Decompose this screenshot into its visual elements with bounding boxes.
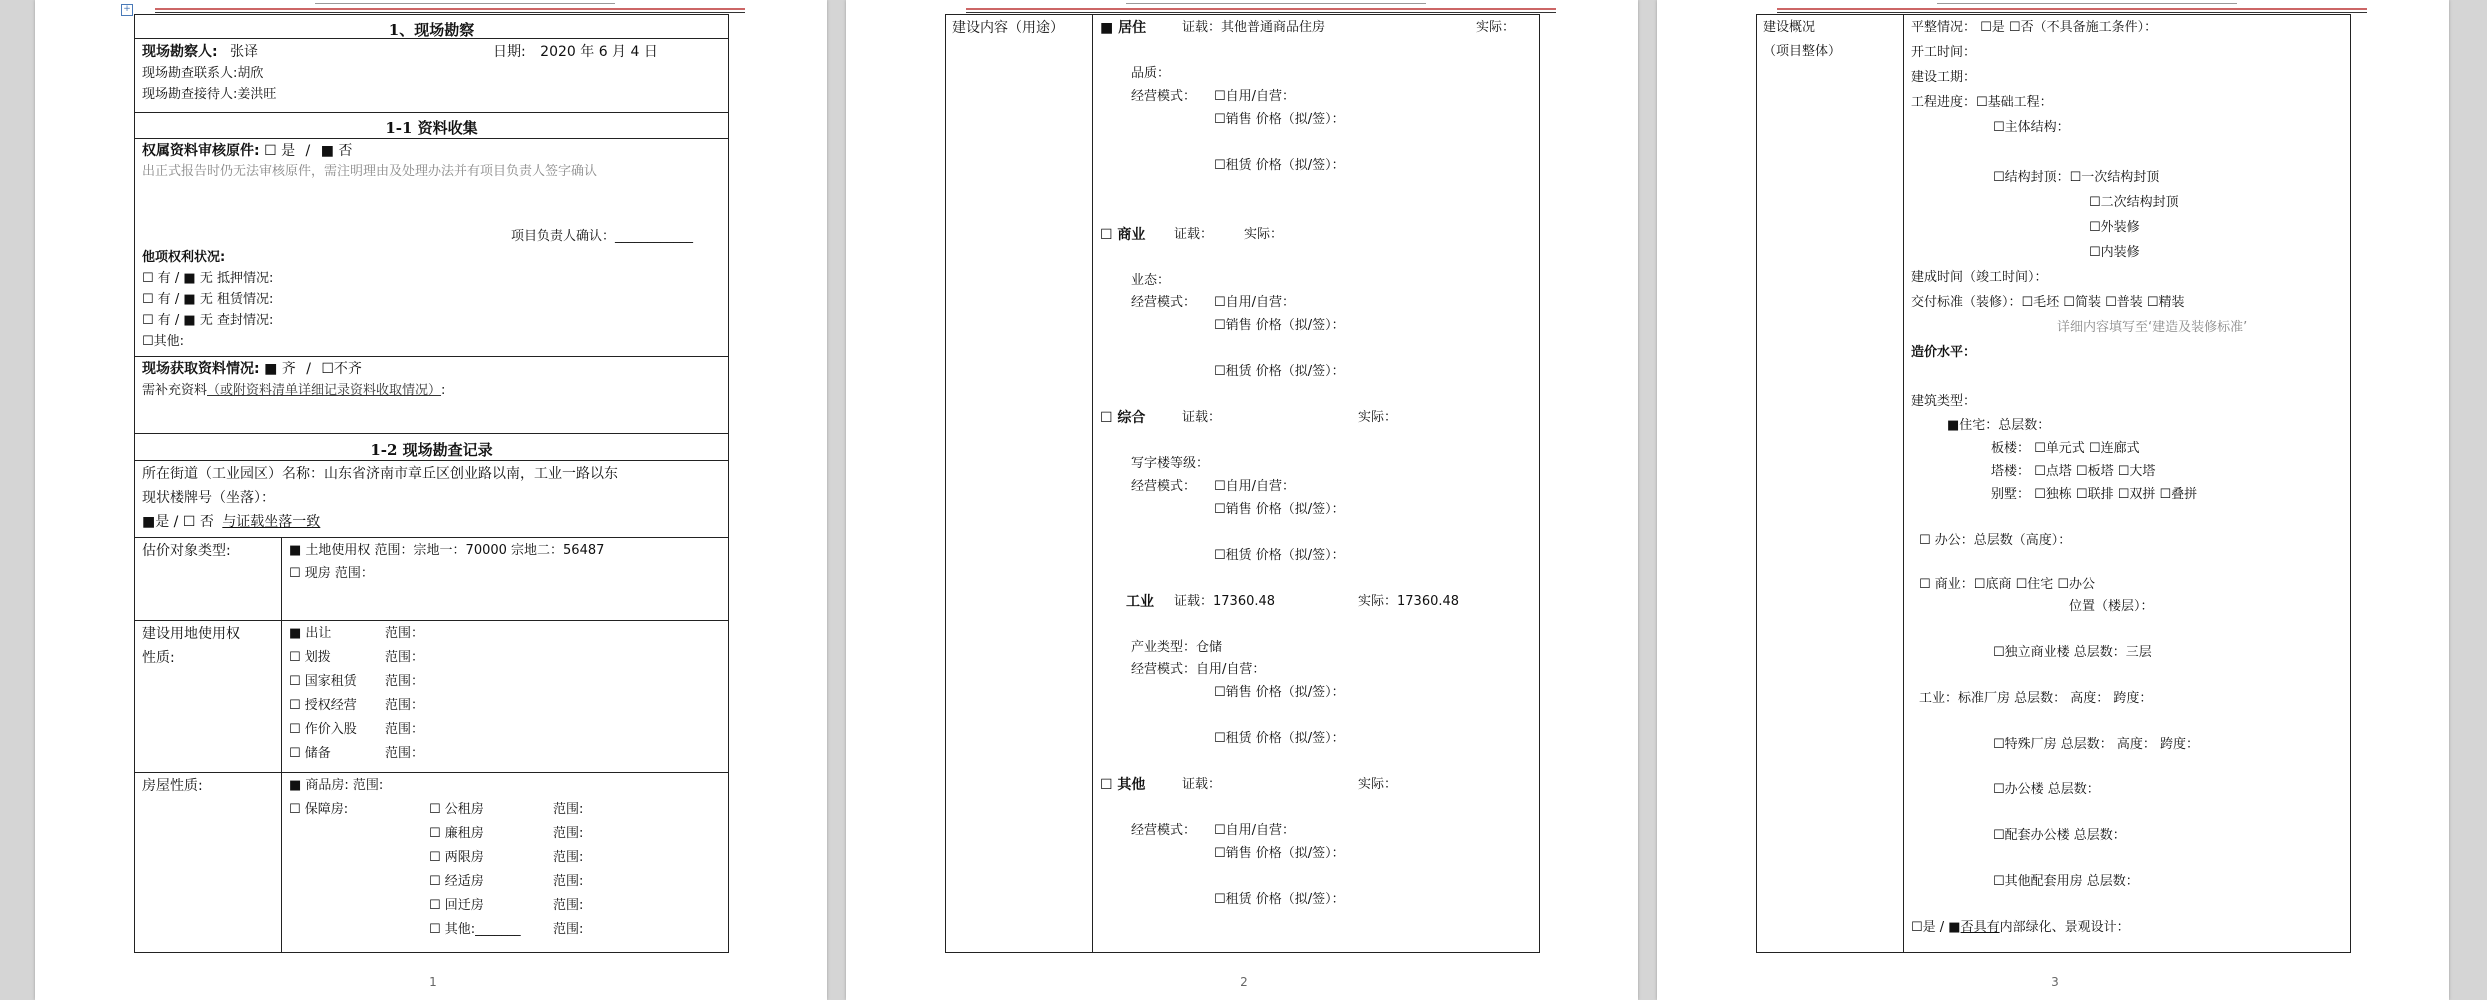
landuse-option[interactable]: ☐ 作价入股 — [289, 722, 357, 737]
vt-land-option[interactable]: ■ 土地使用权 范围：宗地一：70000 宗地二：56487 — [289, 543, 605, 558]
hn-subtype-option[interactable]: ☐ 两限房 — [429, 850, 484, 865]
building-type-label: 建筑类型： — [1911, 394, 1977, 409]
other-actual: 实际： — [1358, 777, 1398, 792]
landuse-range-label: 范围： — [385, 650, 425, 665]
industry-cert: 证载：17360.48 — [1174, 594, 1276, 609]
ind-sale[interactable]: ☐销售 价格（拟/签）： — [1214, 685, 1345, 700]
landuse-range-label: 范围： — [385, 698, 425, 713]
other-option[interactable]: ☐ 其他 — [1100, 777, 1146, 793]
landuse-label-2: 性质: — [142, 650, 175, 666]
landuse-option[interactable]: ☐ 国家租赁 — [289, 674, 357, 689]
hn-subtype-option[interactable]: ☐ 经适房 — [429, 874, 484, 889]
page-number: 3 — [2051, 975, 2059, 989]
landuse-range-label: 范围： — [385, 746, 425, 761]
mix-sale[interactable]: ☐销售 价格（拟/签）： — [1214, 502, 1345, 517]
progress-sub-option[interactable]: ☐二次结构封顶 — [2089, 195, 2179, 210]
hn-commercial-option[interactable]: ■ 商品房: 范围: — [289, 778, 384, 793]
rights-separator: / — [305, 143, 311, 159]
supplement-colon: : — [441, 383, 446, 398]
rights-yes-checkbox[interactable]: ☐ 是 — [264, 143, 296, 159]
landuse-range-label: 范围： — [385, 626, 425, 641]
hn-subtype-option[interactable]: ☐ 廉租房 — [429, 826, 484, 841]
office-floors[interactable]: ☐ 办公：总层数（高度）： — [1919, 533, 2072, 548]
progress-main[interactable]: ☐主体结构： — [1993, 120, 2070, 135]
other-cert: 证载： — [1182, 777, 1222, 792]
mixed-cert: 证载： — [1182, 410, 1222, 425]
receiver-label: 现场勘查接待人: — [142, 87, 238, 102]
section-title-data-collection: 1-1 资料收集 — [385, 119, 478, 137]
document-page-1 — [35, 0, 827, 1000]
mixed-actual: 实际： — [1358, 410, 1398, 425]
date-label: 日期: — [493, 44, 526, 60]
overview-label-sub: （项目整体） — [1763, 44, 1842, 59]
mixed-option[interactable]: ☐ 综合 — [1100, 410, 1146, 426]
street-line: 所在街道（工业园区）名称：山东省济南市章丘区创业路以南，工业一路以东 — [142, 466, 618, 482]
cost-level-label: 造价水平： — [1911, 345, 1977, 360]
landuse-label: 建设用地使用权 — [142, 626, 240, 642]
slab-options[interactable]: 板楼： ☐单元式 ☐连廊式 — [1991, 441, 2140, 456]
ind-rent[interactable]: ☐租赁 价格（拟/签）： — [1214, 731, 1345, 746]
receiver-name: 姜洪旺 — [237, 87, 277, 102]
res-mode-label: 经营模式： — [1131, 89, 1197, 104]
oth-self-use[interactable]: ☐自用/自营： — [1214, 823, 1296, 838]
page-header — [966, 0, 1556, 14]
industry-mode: 经营模式：自用/自营： — [1131, 662, 1266, 677]
landuse-range-label: 范围： — [385, 722, 425, 737]
leveling-line[interactable]: 平整情况： ☐是 ☐否（不具备施工条件）： — [1911, 20, 2158, 35]
table-move-handle-icon[interactable]: + — [121, 4, 133, 16]
residential-actual: 实际： — [1476, 20, 1516, 35]
rights-docs-label: 权属资料审核原件: — [142, 143, 260, 159]
com-mode-label: 经营模式： — [1131, 295, 1197, 310]
other-option[interactable]: ☐其他: — [142, 334, 185, 349]
consistent-checkbox[interactable]: ■是 / ☐ 否 — [142, 514, 214, 530]
com-sale[interactable]: ☐销售 价格（拟/签）： — [1214, 318, 1345, 333]
vt-house-option[interactable]: ☐ 现房 范围： — [289, 566, 374, 581]
rights-no-checkbox[interactable]: ■ 否 — [320, 143, 353, 159]
hn-subtype-option[interactable]: ☐ 其他:_______ — [429, 922, 521, 937]
contact-label: 现场勘查联系人: — [142, 66, 238, 81]
build-period: 建设工期： — [1911, 70, 1977, 85]
seal-option[interactable]: ☐ 有 / ■ 无 查封情况: — [142, 313, 274, 328]
landscape-link: 否具有 — [1960, 920, 2000, 935]
hn-range-label: 范围: — [553, 874, 584, 889]
lease-option[interactable]: ☐ 有 / ■ 无 租赁情况: — [142, 292, 274, 307]
delivery-standard[interactable]: 交付标准（装修）：☐毛坯 ☐简装 ☐普装 ☐精装 — [1911, 295, 2185, 310]
other-rights-label: 他项权利状况: — [142, 250, 226, 265]
hn-range-label: 范围: — [553, 802, 584, 817]
section-title-site-survey: 1、现场勘察 — [388, 21, 475, 39]
onsite-separator: / — [306, 361, 311, 377]
landuse-option[interactable]: ☐ 授权经营 — [289, 698, 357, 713]
progress-sub-option[interactable]: ☐内装修 — [2089, 245, 2140, 260]
page-header — [1777, 0, 2367, 14]
mix-mode-label: 经营模式： — [1131, 479, 1197, 494]
contact-name: 胡欣 — [237, 66, 264, 81]
start-time: 开工时间： — [1911, 45, 1977, 60]
landuse-option[interactable]: ■ 出让 — [289, 626, 332, 641]
residential-floors[interactable]: ■住宅：总层数： — [1947, 418, 2051, 433]
progress-line[interactable]: 工程进度：☐基础工程： — [1911, 95, 2053, 110]
office-grade-label: 写字楼等级： — [1131, 456, 1210, 471]
residential-option[interactable]: ■ 居住 — [1100, 20, 1147, 36]
special-plant[interactable]: ☐特殊厂房 总层数： 高度： 跨度： — [1993, 737, 2200, 752]
document-page-3 — [1657, 0, 2449, 1000]
hn-range-label: 范围: — [553, 850, 584, 865]
surveyor-name: 张译 — [230, 44, 259, 60]
mix-self-use[interactable]: ☐自用/自营： — [1214, 479, 1296, 494]
overview-label: 建设概况 — [1763, 20, 1816, 35]
oth-mode-label: 经营模式： — [1131, 823, 1197, 838]
quality-label: 品质： — [1131, 66, 1171, 81]
hn-subtype-option[interactable]: ☐ 回迁房 — [429, 898, 484, 913]
valuation-type-label: 估价对象类型: — [142, 543, 231, 559]
rights-note: 出正式报告时仍无法审核原件，需注明理由及处理办法并有项目负责人签字确认 — [142, 164, 598, 179]
hn-subtype-option[interactable]: ☐ 公租房 — [429, 802, 484, 817]
res-sale[interactable]: ☐销售 价格（拟/签）： — [1214, 112, 1345, 127]
page-number: 1 — [429, 975, 437, 989]
page-header — [155, 0, 745, 14]
com-rent[interactable]: ☐租赁 价格（拟/签）： — [1214, 364, 1345, 379]
hn-range-label: 范围: — [553, 922, 584, 937]
other-support[interactable]: ☐其他配套用房 总层数： — [1993, 874, 2139, 889]
delivery-note: 详细内容填写至‘建造及装修标准’ — [2057, 320, 2248, 335]
oth-rent[interactable]: ☐租赁 价格（拟/签）： — [1214, 892, 1345, 907]
onsite-docs-label: 现场获取资料情况: — [142, 361, 260, 377]
section-title-survey-record: 1-2 现场勘查记录 — [370, 441, 493, 459]
completion-time: 建成时间（竣工时间）： — [1911, 270, 2048, 285]
commercial-actual: 实际： — [1244, 227, 1284, 242]
office-building[interactable]: ☐办公楼 总层数： — [1993, 782, 2100, 797]
progress-sub-option[interactable]: ☐外装修 — [2089, 220, 2140, 235]
landscape-checkbox[interactable]: ☐是 / ■ — [1911, 920, 1961, 935]
usage-label: 建设内容（用途） — [952, 20, 1064, 36]
tower-options[interactable]: 塔楼： ☐点塔 ☐板塔 ☐大塔 — [1991, 464, 2156, 479]
landuse-option[interactable]: ☐ 储备 — [289, 746, 331, 761]
res-self-use[interactable]: ☐自用/自营： — [1214, 89, 1296, 104]
supplement-label: 需补充资料 — [142, 383, 208, 398]
mix-rent[interactable]: ☐租赁 价格（拟/签）： — [1214, 548, 1345, 563]
landuse-option[interactable]: ☐ 划拨 — [289, 650, 331, 665]
support-office[interactable]: ☐配套办公楼 总层数： — [1993, 828, 2126, 843]
industry-option[interactable]: 工业 — [1126, 594, 1154, 610]
com-self-use[interactable]: ☐自用/自营： — [1214, 295, 1296, 310]
onsite-incomplete-checkbox[interactable]: ☐不齐 — [321, 361, 362, 377]
industry-actual: 实际：17360.48 — [1358, 594, 1460, 609]
oth-sale[interactable]: ☐销售 价格（拟/签）： — [1214, 846, 1345, 861]
independent-commercial[interactable]: ☐独立商业楼 总层数：三层 — [1993, 645, 2152, 660]
surveyor-label: 现场勘察人: — [142, 44, 218, 60]
page-number: 2 — [1240, 975, 1248, 989]
hn-affordable-option[interactable]: ☐ 保障房: — [289, 802, 349, 817]
pm-confirm[interactable]: 项目负责人确认：____________ — [511, 229, 694, 244]
progress-cap[interactable]: ☐结构封顶：☐一次结构封顶 — [1993, 170, 2160, 185]
hn-range-label: 范围: — [553, 898, 584, 913]
landscape-label: 内部绿化、景观设计： — [1999, 920, 2130, 935]
industry-type: 产业类型：仓储 — [1131, 640, 1223, 655]
industry-line: 工业：标准厂房 总层数： 高度： 跨度： — [1919, 691, 2153, 706]
consistent-link: 与证载坐落一致 — [222, 514, 321, 530]
date-value: 2020 年 6 月 4 日 — [540, 44, 658, 60]
overview-table — [1756, 14, 2351, 953]
onsite-complete-checkbox[interactable]: ■ 齐 — [264, 361, 296, 377]
supplement-link[interactable]: （或附资料清单详细记录资料收取情况） — [207, 383, 442, 398]
res-rent[interactable]: ☐租赁 价格（拟/签）： — [1214, 158, 1345, 173]
document-page-2 — [846, 0, 1638, 1000]
commercial-option[interactable]: ☐ 商业 — [1100, 227, 1146, 243]
villa-options[interactable]: 别墅： ☐独栋 ☐联排 ☐双拼 ☐叠拼 — [1991, 487, 2198, 502]
format-label: 业态： — [1131, 273, 1171, 288]
commercial-options[interactable]: ☐ 商业：☐底商 ☐住宅 ☐办公 — [1919, 577, 2096, 592]
landuse-range-label: 范围： — [385, 674, 425, 689]
commercial-position: 位置（楼层）： — [2069, 599, 2154, 614]
house-nature-label: 房屋性质: — [142, 778, 203, 794]
commercial-cert: 证载： — [1174, 227, 1214, 242]
residential-cert: 证载：其他普通商品住房 — [1182, 20, 1326, 35]
status-line: 现状楼牌号（坐落）： — [142, 490, 275, 506]
mortgage-option[interactable]: ☐ 有 / ■ 无 抵押情况: — [142, 271, 274, 286]
hn-range-label: 范围: — [553, 826, 584, 841]
